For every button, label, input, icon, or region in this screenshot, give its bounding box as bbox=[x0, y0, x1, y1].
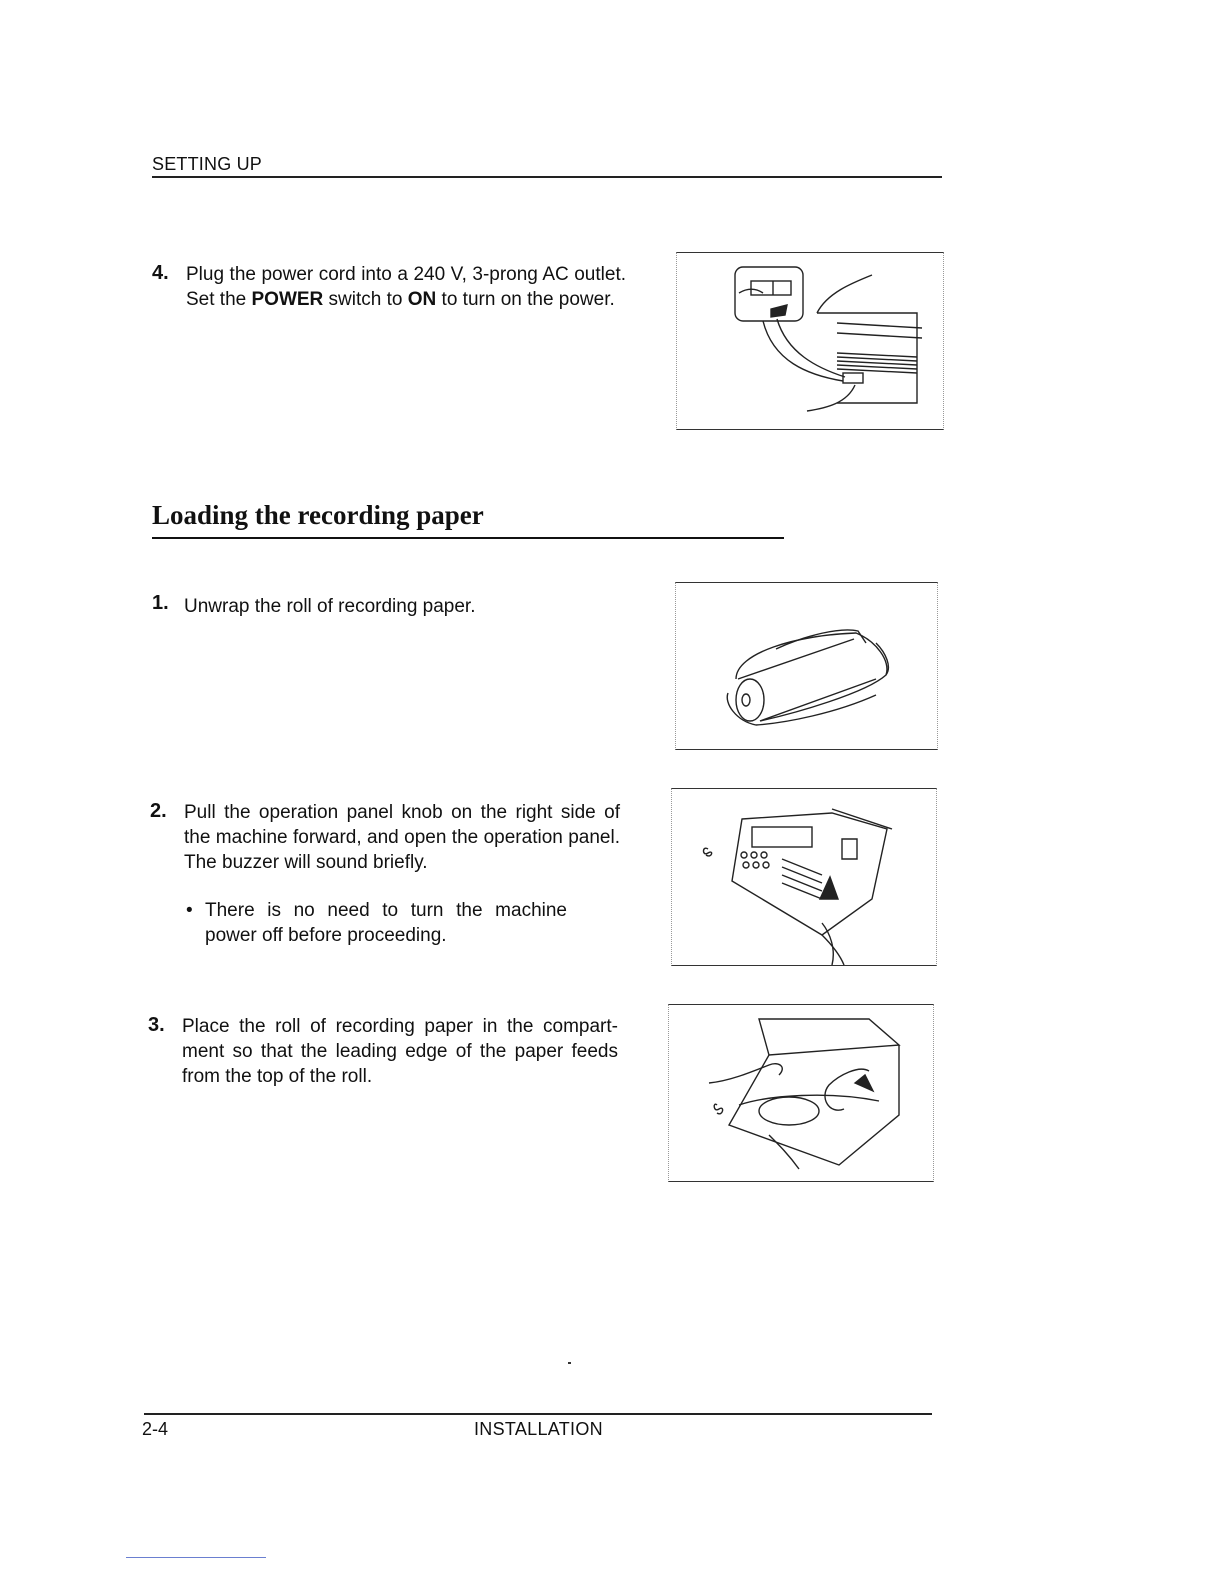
paper-roll-figure bbox=[675, 582, 938, 750]
step-3-text: Place the roll of recording paper in the compart-ment so that the leading edge of the paper feeds from the top of the roll. bbox=[182, 1016, 618, 1087]
section-title: Loading the recording paper bbox=[152, 500, 484, 530]
step-1-number: 1. bbox=[152, 592, 169, 614]
step-2-number: 2. bbox=[150, 800, 167, 822]
running-header: SETTING UP bbox=[152, 154, 263, 174]
step-4-number: 4. bbox=[152, 262, 169, 284]
place-roll-figure bbox=[668, 1004, 934, 1182]
section-rule bbox=[152, 537, 784, 539]
print-speck bbox=[568, 1362, 571, 1364]
step-3-number: 3. bbox=[148, 1014, 165, 1036]
power-switch-illustration bbox=[677, 253, 943, 429]
step-2-bullet-dot: • bbox=[186, 900, 193, 921]
page-number: 2-4 bbox=[142, 1419, 169, 1439]
header-rule bbox=[152, 176, 942, 178]
step-2-text: Pull the operation panel knob on the right side of the machine forward, and open the operation panel. The buzzer will sound briefly. bbox=[184, 802, 620, 873]
step-2-bullet-text: There is no need to turn the machine power off before proceeding. bbox=[205, 900, 567, 946]
on-keyword: ON bbox=[407, 289, 437, 310]
paper-roll-illustration bbox=[676, 583, 937, 749]
power-keyword: POWER bbox=[251, 289, 324, 310]
step-4-text: Plug the power cord into a 240 V, 3-prong AC outlet. Set the POWER switch to ON to turn on the power. bbox=[186, 264, 626, 310]
place-roll-illustration bbox=[669, 1005, 933, 1181]
power-switch-figure bbox=[676, 252, 944, 430]
chapter-title: INSTALLATION bbox=[474, 1419, 603, 1439]
step-1-text: Unwrap the roll of recording paper. bbox=[184, 596, 476, 617]
scan-artifact-rule bbox=[126, 1557, 266, 1558]
footer-rule bbox=[144, 1413, 932, 1415]
operation-panel-illustration bbox=[672, 789, 936, 965]
operation-panel-figure bbox=[671, 788, 937, 966]
